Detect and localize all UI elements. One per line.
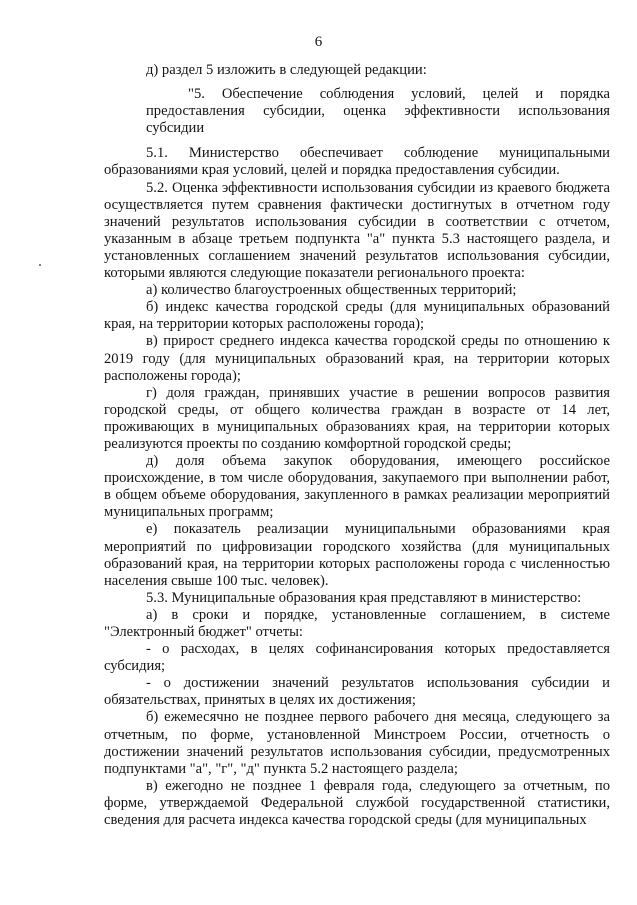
paragraph-5-2-b: б) индекс качества городской среды (для муниципальных образований края, на территории которых расположены города); xyxy=(104,299,610,333)
paragraph-5-3: 5.3. Муниципальные образования края представляют в министерство: xyxy=(146,589,582,606)
paragraph-d-section5: д) раздел 5 изложить в следующей редакции: xyxy=(146,62,427,78)
paragraph-5-2-g: г) доля граждан, принявших участие в решении вопросов развития городской среды, от общего количества граждан в возрасте от 14 лет, проживающих в муниципальных образованиях края, на территории которых реализуются проекты по созданию комфортной городской среды; xyxy=(104,384,610,452)
paragraph-5-2-d: д) доля объема закупок оборудования, имеющего российское происхождение, в том числе оборудования, закупаемого при выполнении работ, в общем объеме оборудования, закупленного в рамках реализации мероприятий муниципальных программ; xyxy=(104,453,610,521)
scan-dot xyxy=(39,264,41,266)
section-heading: "5. Обеспечение соблюдения условий, целей и порядка предоставления субсидии, оценка эффективности использования субсидии xyxy=(146,86,610,137)
paragraph-5-2-v: в) прирост среднего индекса качества городской среды по отношению к 2019 году (для муниципальных образований края, на территории которых расположены города); xyxy=(104,333,610,384)
paragraph-5-1: 5.1. Министерство обеспечивает соблюдение муниципальными образованиями края условий, целей и порядка предоставления субсидии. xyxy=(104,145,610,179)
paragraph-5-2: 5.2. Оценка эффективности использования субсидии из краевого бюджета осуществляется путем сравнения фактически достигнутых в отчетном году значений результатов использования субсидии в соответствии с отчетом, указанным в абзаце третьем подпункта "а" пункта 5.3 настоящего раздела, и установленных соглашением значений результатов использования субсидии, которыми являются следующие показатели регионального проекта: xyxy=(104,179,610,282)
paragraph-5-3-a-expenses: - о расходах, в целях софинансирования которых предоставляется субсидия; xyxy=(104,641,610,675)
document-body xyxy=(104,62,610,829)
paragraph-5-2-a: а) количество благоустроенных общественных территорий; xyxy=(146,282,517,299)
page-number: 6 xyxy=(314,34,323,50)
paragraph-5-3-a: а) в сроки и порядке, установленные соглашением, в системе "Электронный бюджет" отчеты: xyxy=(104,606,610,640)
paragraph-5-2-e: е) показатель реализации муниципальными образованиями края мероприятий по цифровизации городского хозяйства (для муниципальных образований края, на территории которых расположены города с численностью населения свыше 100 тыс. человек). xyxy=(104,521,610,589)
paragraph-5-3-a-results: - о достижении значений результатов использования субсидии и обязательствах, принятых в целях их достижения; xyxy=(104,675,610,709)
paragraph-5-3-v: в) ежегодно не позднее 1 февраля года, следующего за отчетным, по форме, утверждаемой Федеральной службой государственной статистики, сведения для расчета индекса качества городской среды (для муниципальных xyxy=(104,777,610,829)
paragraph-5-3-b: б) ежемесячно не позднее первого рабочего дня месяца, следующего за отчетным, по форме, установленной Минстроем России, отчетность о достижении значений результатов использования субсидии, предусмотренных подпунктами "а", "г", "д" пункта 5.2 настоящего раздела; xyxy=(104,709,610,777)
